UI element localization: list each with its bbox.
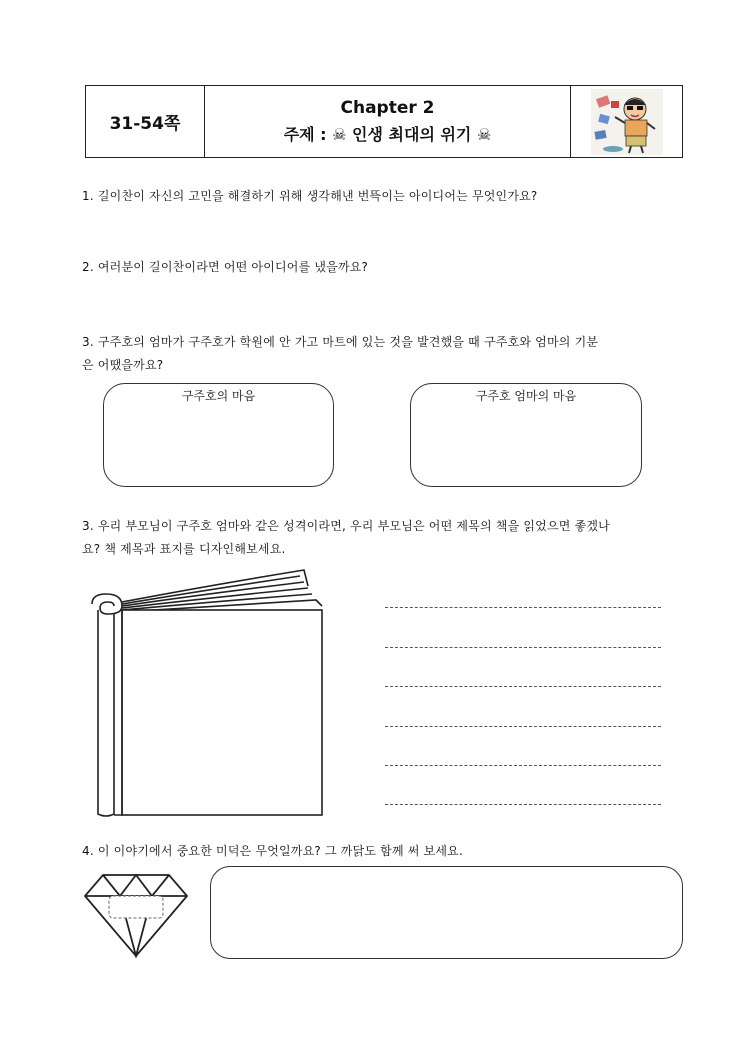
question-3-line-2: 은 어땠을까요? (82, 358, 164, 372)
title-line-3[interactable] (385, 686, 661, 687)
answer-box-juho-feeling[interactable] (103, 383, 334, 487)
question-4-line-2: 요? 책 제목과 표지를 디자인해보세요. (82, 542, 286, 556)
diamond-outline-icon (83, 872, 189, 958)
topic-title: 주제 : ☠ 인생 최대의 위기 ☠ (283, 125, 492, 144)
title-cell (205, 86, 571, 157)
page-range-cell (86, 86, 205, 157)
answer-box-virtue[interactable] (210, 866, 683, 959)
cartoon-boy-icon (591, 89, 663, 155)
title-line-4[interactable] (385, 726, 661, 727)
page-range: 31-54쪽 (109, 114, 181, 134)
answer-box-juho-label: 구주호의 마음 (181, 389, 256, 403)
title-line-2[interactable] (385, 647, 661, 648)
question-4-line-1: 3. 우리 부모님이 구주호 엄마와 같은 성격이라면, 우리 부모님은 어떤 제목의 책을 읽었으면 좋겠나 (82, 519, 610, 533)
book-outline-icon[interactable] (86, 566, 328, 818)
answer-box-mom-label: 구주호 엄마의 마음 (475, 389, 577, 403)
answer-box-mom-feeling[interactable] (410, 383, 642, 487)
header-table (85, 85, 683, 158)
question-5: 4. 이 이야기에서 중요한 미덕은 무엇일까요? 그 까닭도 함께 써 보세요. (82, 844, 463, 858)
title-line-6[interactable] (385, 804, 661, 805)
illustration-cell (571, 86, 682, 157)
question-2: 2. 여러분이 길이찬이라면 어떤 아이디어를 냈을까요? (82, 260, 369, 274)
question-1: 1. 길이찬이 자신의 고민을 해결하기 위해 생각해낸 번뜩이는 아이디어는 무엇인가요? (82, 189, 538, 203)
chapter-title: Chapter 2 (340, 98, 435, 118)
title-line-1[interactable] (385, 607, 661, 608)
title-line-5[interactable] (385, 765, 661, 766)
question-3-line-1: 3. 구주호의 엄마가 구주호가 학원에 안 가고 마트에 있는 것을 발견했을 때 구주호와 엄마의 기분 (82, 335, 599, 349)
